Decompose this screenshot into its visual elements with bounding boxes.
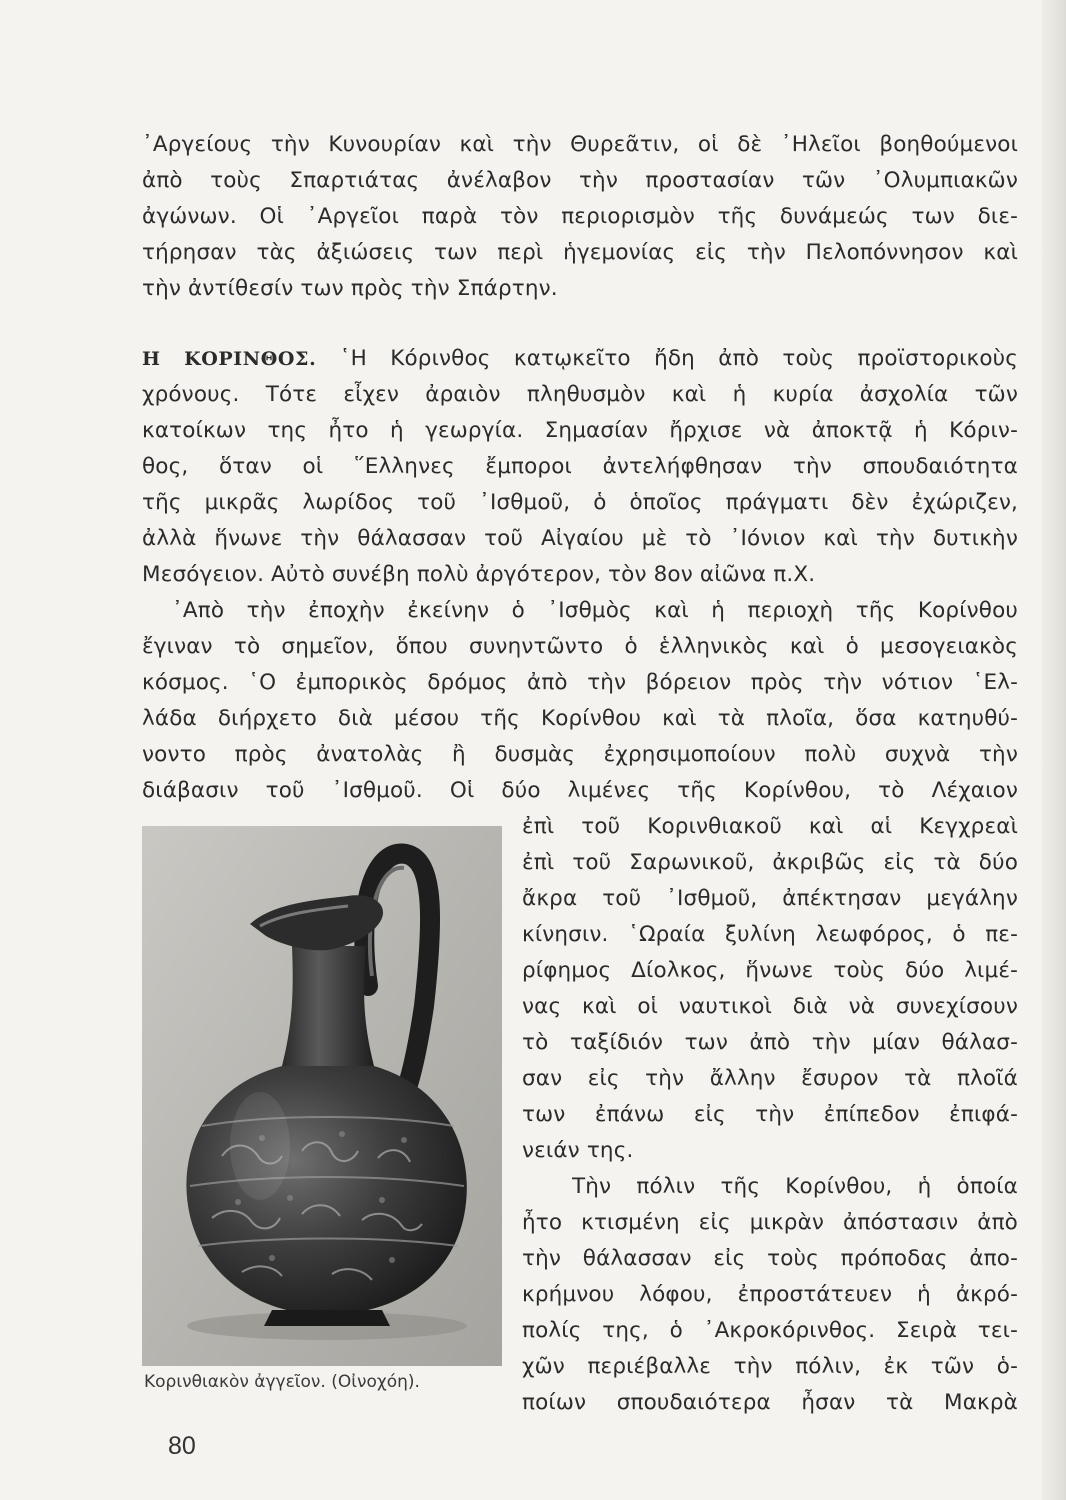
oinochoe-photo xyxy=(142,826,502,1366)
figure-caption: Κορινθιακὸν ἀγγεῖον. (Οἰνοχόη). xyxy=(144,1372,420,1392)
text-line: ἄκρα τοῦ ᾿Ισθμοῦ, ἀπέκτησαν μεγάλην xyxy=(522,886,1018,911)
text-line: λάδα διήρχετο διὰ μέσου τῆς Κορίνθου καὶ τὰ πλοῖα, ὅσα κατηυθύ- xyxy=(142,706,1018,731)
text-line: των ἐπάνω εἰς τὴν ἐπίπεδον ἐπιφά- xyxy=(522,1102,1018,1127)
vase-icon xyxy=(142,826,502,1366)
text-line: τὸ ταξίδιόν των ἀπὸ τὴν μίαν θάλασ- xyxy=(522,1030,1018,1055)
text-line: ἦτο κτισμένη εἰς μικρὰν ἀπόστασιν ἀπὸ xyxy=(522,1210,1018,1235)
text-line: ἀπὸ τοὺς Σπαρτιάτας ἀνέλαβον τὴν προστασίαν τῶν ᾿Ολυμπιακῶν xyxy=(142,168,1018,193)
text-line: κρήμνου λόφου, ἐπροστάτευεν ἡ ἀκρό- xyxy=(522,1282,1018,1307)
text-line: Τὴν πόλιν τῆς Κορίνθου, ἡ ὁποία xyxy=(572,1174,1018,1199)
text-line: ποίων σπουδαιότερα ἦσαν τὰ Μακρὰ xyxy=(522,1390,1018,1415)
text-line: ᾿Αργείους τὴν Κυνουρίαν καὶ τὴν Θυρεᾶτιν, οἱ δὲ ᾿Ηλεῖοι βοηθούμενοι xyxy=(142,132,1018,157)
text-line: ἀλλὰ ἥνωνε τὴν θάλασσαν τοῦ Αἰγαίου μὲ τὸ ᾿Ιόνιον καὶ τὴν δυτικὴν xyxy=(142,526,1018,551)
text-line: χῶν περιέβαλλε τὴν πόλιν, ἐκ τῶν ὁ- xyxy=(522,1354,1018,1379)
text-line: χρόνους. Τότε εἶχεν ἀραιὸν πληθυσμὸν καὶ ἡ κυρία ἀσχολία τῶν xyxy=(142,382,1018,407)
text-line: ᾿Απὸ τὴν ἐποχὴν ἐκείνην ὁ ᾿Ισθμὸς καὶ ἡ περιοχὴ τῆς Κορίνθου xyxy=(172,598,1018,623)
text-line: σαν εἰς τὴν ἄλλην ἔσυρον τὰ πλοῖά xyxy=(522,1066,1018,1091)
text-line: ρίφημος Δίολκος, ἥνωνε τοὺς δύο λιμέ- xyxy=(522,958,1018,983)
page-edge-shadow xyxy=(1042,0,1066,1500)
text-line: νοντο πρὸς ἀνατολὰς ἢ δυσμὰς ἐχρησιμοποίουν πολὺ συχνὰ τὴν xyxy=(142,742,1018,767)
text-line: ἐπὶ τοῦ Σαρωνικοῦ, ἀκριβῶς εἰς τὰ δύο xyxy=(522,850,1018,875)
text-line: τὴν ἀντίθεσίν των πρὸς τὴν Σπάρτην. xyxy=(142,276,558,301)
section-heading-line xyxy=(142,342,1018,375)
text-line: τῆς μικρᾶς λωρίδος τοῦ ᾿Ισθμοῦ, ὁ ὁποῖος πράγματι δὲν ἐχώριζεν, xyxy=(142,490,1018,515)
text-line: ἔγιναν τὸ σημεῖον, ὅπου συνηντῶντο ὁ ἑλληνικὸς καὶ ὁ μεσογειακὸς xyxy=(142,634,1018,659)
text-line: τήρησαν τὰς ἀξιώσεις των περὶ ἡγεμονίας εἰς τὴν Πελοπόννησον καὶ xyxy=(142,240,1018,265)
text-line: ἐπὶ τοῦ Κορινθιακοῦ καὶ αἱ Κεγχρεαὶ xyxy=(522,814,1018,839)
text-line: κίνησιν. ῾Ωραία ξυλίνη λεωφόρος, ὁ πε- xyxy=(522,922,1018,947)
text-line: νειάν της. xyxy=(522,1138,634,1163)
text-line: τὴν θάλασσαν εἰς τοὺς πρόποδας ἀπο- xyxy=(522,1246,1018,1271)
text-line: κόσμος. ῾Ο ἐμπορικὸς δρόμος ἀπὸ τὴν βόρειον πρὸς τὴν νότιον ῾Ελ- xyxy=(142,670,1018,695)
text-line: κατοίκων της ἦτο ἡ γεωργία. Σημασίαν ἤρχισε νὰ ἀποκτᾷ ἡ Κόριν- xyxy=(142,418,1018,443)
text-line: ἀγώνων. Οἱ ᾿Αργεῖοι παρὰ τὸν περιορισμὸν τῆς δυνάμεώς των διε- xyxy=(142,204,1018,229)
text-line: διάβασιν τοῦ ᾿Ισθμοῦ. Οἱ δύο λιμένες τῆς Κορίνθου, τὸ Λέχαιον xyxy=(142,778,1018,803)
section-heading: Η ΚΟΡΙΝΘΟΣ. xyxy=(142,348,317,370)
text-line: ῾Η Κόρινθος κατῳκεῖτο ἤδη ἀπὸ τοὺς προϊστορικοὺς xyxy=(339,346,1018,371)
text-line: Μεσόγειον. Αὐτὸ συνέβη πολὺ ἀργότερον, τὸν 8ον αἰῶνα π.Χ. xyxy=(142,562,816,587)
page-number: 80 xyxy=(168,1432,196,1460)
text-line: πολίς της, ὁ ᾿Ακροκόρινθος. Σειρὰ τει- xyxy=(522,1318,1018,1343)
text-line: θος, ὅταν οἱ ῞Ελληνες ἔμποροι ἀντελήφθησαν τὴν σπουδαιότητα xyxy=(142,454,1018,479)
text-line: νας καὶ οἱ ναυτικοὶ διὰ νὰ συνεχίσουν xyxy=(522,994,1018,1019)
